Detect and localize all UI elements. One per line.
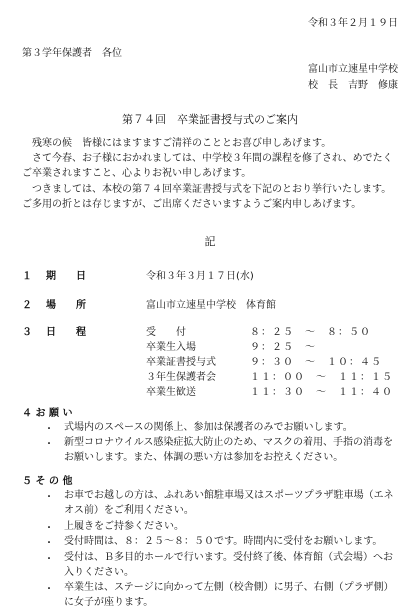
- request-item: 式場内のスペースの関係上、参加は保護者のみでお願いします。: [64, 422, 353, 433]
- congratulation-paragraph: さて今春、お子様におかれましては、中学校３年間の課程を修了され、めでたくご卒業されますこと、心よりお祝い申しあげます。: [22, 153, 393, 179]
- bullet-icon: ・: [44, 554, 54, 565]
- schedule-row-time: １１：３０ ～ １１：４０: [250, 387, 393, 398]
- page-title: 第７４回 卒業証書授与式のご案内: [122, 113, 298, 126]
- item-1-label: 期 日: [46, 271, 86, 282]
- schedule-row-label: 卒業生歓送: [146, 387, 196, 398]
- bullet-icon: ・: [44, 584, 54, 595]
- schedule-row-time: ８：２５ ～ ８：５０: [250, 327, 371, 338]
- bullet-icon: ・: [44, 538, 54, 549]
- other-item: 受付は、Ｂ多目的ホールで行います。受付終了後、体育館（式会場）へお入りください。: [64, 552, 393, 578]
- schedule-row-label: 受 付: [146, 327, 186, 338]
- invitation-paragraph: つきましては、本校の第７４回卒業証書授与式を下記のとおり挙行いたします。ご多用の折とは存じますが、ご出席くださいますようご案内申しあげます。: [22, 184, 392, 210]
- schedule-row-label: 卒業証書授与式: [146, 357, 216, 368]
- item-1-number: １: [22, 271, 32, 282]
- other-item: 上履きをご持参ください。: [64, 521, 184, 532]
- request-item: 新型コロナウイルス感染症拡大防止のため、マスクの着用、手指の消毒をお願いします。また、体調の悪い方は参加をお控えください。: [64, 437, 393, 463]
- schedule-row-label: 卒業生入場: [146, 342, 196, 353]
- item-2-number: ２: [22, 300, 32, 311]
- schedule-row-time: １１：００ ～ １１：１５: [250, 372, 393, 383]
- requests-heading: ４ お 願 い: [22, 408, 73, 419]
- school-name: 富山市立速星中学校: [308, 64, 398, 75]
- schedule-row-label: ３年生保護者会: [146, 372, 216, 383]
- bullet-icon: ・: [44, 439, 54, 450]
- item-3-number: ３: [22, 327, 32, 338]
- others-heading: ５ そ の 他: [22, 476, 73, 487]
- addressee: 第３学年保護者 各位: [22, 48, 122, 59]
- ceremony-date: 令和３年３月１７日(水): [146, 271, 254, 282]
- bullet-icon: ・: [44, 424, 54, 435]
- item-2-label: 場 所: [46, 300, 86, 311]
- schedule-row-time: ９：３０ ～ １０：４５: [250, 357, 382, 368]
- bullet-icon: ・: [44, 492, 54, 503]
- ceremony-place: 富山市立速星中学校 体育館: [146, 300, 276, 311]
- ki-heading: 記: [204, 235, 216, 248]
- other-item: 卒業生は、ステージに向かって左側（校舎側）に男子、右側（プラザ側）に女子が座ります。: [64, 582, 394, 608]
- item-3-label: 日 程: [46, 327, 86, 338]
- principal-name: 校 長 吉野 修康: [308, 80, 398, 91]
- greeting-paragraph: 残寒の候 皆様にはますますご清祥のこととお喜び申しあげます。: [32, 138, 332, 149]
- letter-date: 令和３年２月１９日: [308, 18, 398, 29]
- bullet-icon: ・: [44, 523, 54, 534]
- schedule-row-time: ９：２５ ～: [250, 342, 316, 353]
- other-item: お車でお越しの方は、ふれあい館駐車場又はスポーツプラザ駐車場（エネオス前）をご利用ください。: [64, 490, 394, 516]
- other-item: 受付時間は、８：２５～８：５０です。時間内に受付をお願いします。: [64, 536, 383, 547]
